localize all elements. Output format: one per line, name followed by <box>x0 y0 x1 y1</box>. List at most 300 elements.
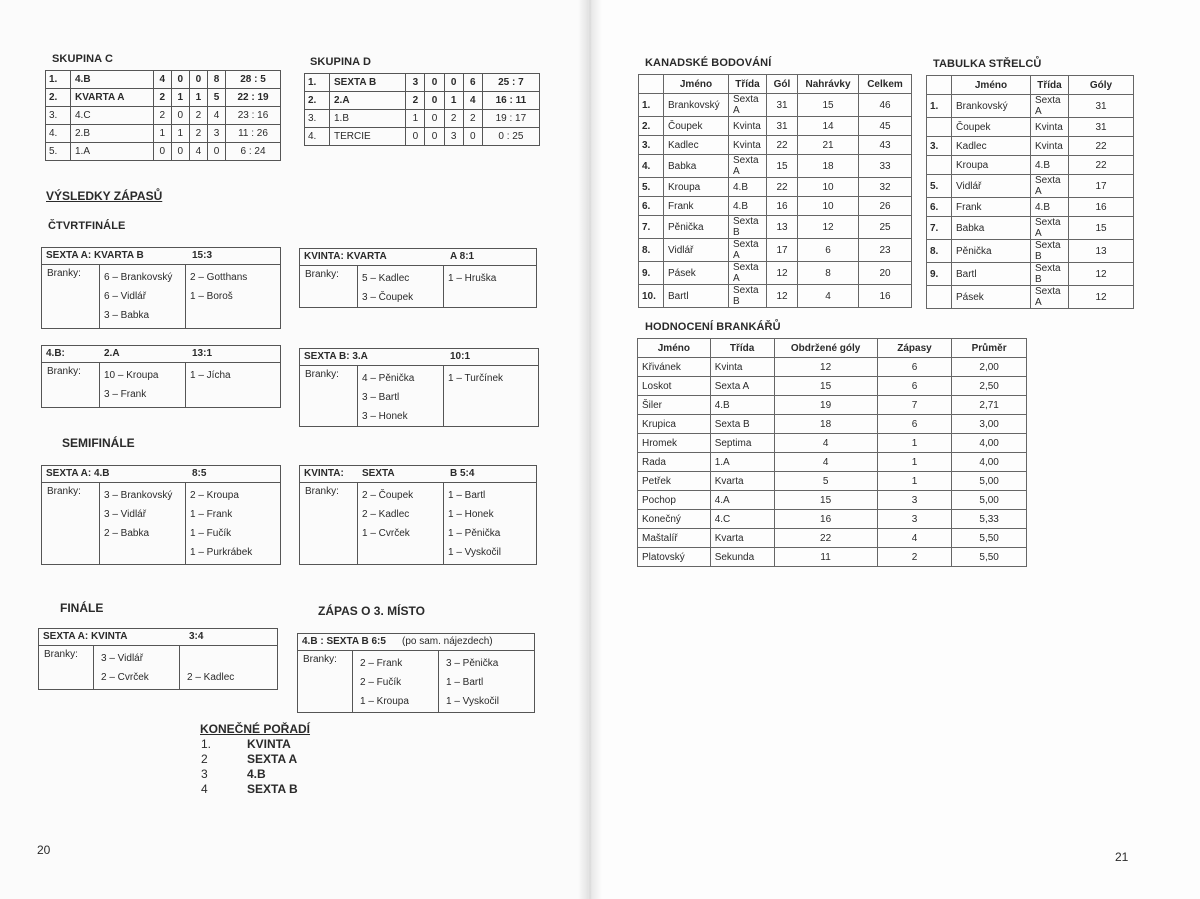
group-cell-score: 28 : 5 <box>226 71 281 89</box>
table-cell: Kvinta <box>710 358 774 377</box>
table-cell: Brankovský <box>664 94 729 117</box>
group-cell-d: 0 <box>425 74 444 92</box>
table-cell: 10 <box>798 197 859 216</box>
group-cell-pts: 6 <box>463 74 482 92</box>
group-cell-score: 25 : 7 <box>482 74 539 92</box>
scorer-entry: 3 – Frank <box>104 389 147 400</box>
group-cell-l: 3 <box>444 128 463 146</box>
scorer-entry: 2 – Cvrček <box>101 672 149 683</box>
group-cell-l: 2 <box>444 110 463 128</box>
table-row <box>638 529 1027 548</box>
table-cell: 5,50 <box>952 529 1027 548</box>
group-cell-d: 0 <box>425 128 444 146</box>
table-cell: Kvinta <box>729 136 767 155</box>
table-cell: Sexta B <box>729 285 767 308</box>
ranking-team: SEXTA A <box>247 752 298 766</box>
header-cell: Jméno <box>638 339 711 358</box>
table-row <box>638 491 1027 510</box>
match-header <box>39 629 277 646</box>
group-row <box>305 110 540 128</box>
table-cell: 4 <box>877 529 952 548</box>
group-cell-pts: 3 <box>207 125 225 143</box>
scorer-entry: 1 – Bartl <box>448 490 486 501</box>
header-cell: Zápasy <box>877 339 952 358</box>
group-cell-team: 1.A <box>71 143 154 161</box>
scorer-entry: 1 – Hruška <box>448 273 497 284</box>
group-cell-l: 4 <box>189 143 207 161</box>
away-scorers <box>190 268 247 306</box>
away-scorers <box>448 486 501 562</box>
scorer-entry: 2 – Kroupa <box>190 490 239 501</box>
group-c-title: SKUPINA C <box>52 53 113 65</box>
home-scorers <box>104 366 159 404</box>
table-cell: Sekunda <box>710 548 774 567</box>
away-scorers <box>448 369 503 388</box>
table-cell: Frank <box>664 197 729 216</box>
match-header <box>298 634 534 651</box>
table-cell: 2,00 <box>952 358 1027 377</box>
table-cell: Sexta A <box>710 377 774 396</box>
table-cell: Maštalíř <box>638 529 711 548</box>
group-cell-l: 0 <box>189 71 207 89</box>
match-score: A 8:1 <box>450 251 475 262</box>
table-cell: 21 <box>798 136 859 155</box>
table-cell: Kvarta <box>710 529 774 548</box>
header-cell <box>639 75 664 94</box>
table-row <box>638 396 1027 415</box>
goals-label: Branky: <box>305 486 339 497</box>
scorer-entry: 1 – Vyskočil <box>448 547 501 558</box>
table-cell: Konečný <box>638 510 711 529</box>
goals-label: Branky: <box>44 649 78 660</box>
table-cell: 5,00 <box>952 491 1027 510</box>
table-cell: 10. <box>639 285 664 308</box>
match-box-qf3 <box>41 345 281 408</box>
column-divider <box>99 363 100 407</box>
group-d-table <box>304 73 540 146</box>
page-number-right: 21 <box>1115 850 1129 864</box>
goals-label: Branky: <box>47 486 81 497</box>
table-cell: 31 <box>767 117 798 136</box>
match-box-sf1 <box>41 465 281 565</box>
table-cell: 3 <box>877 491 952 510</box>
table-cell: 5. <box>927 175 952 198</box>
group-cell-l: 1 <box>444 92 463 110</box>
group-cell-d: 0 <box>425 92 444 110</box>
group-cell-score: 16 : 11 <box>482 92 539 110</box>
ranking-number: 3 <box>201 767 208 781</box>
table-cell: 7 <box>877 396 952 415</box>
scorer-entry: 1 – Bartl <box>446 677 484 688</box>
ranking-team: 4.B <box>247 767 266 781</box>
scorer-entry: 1 – Frank <box>190 509 233 520</box>
scorer-entry: 1 – Kroupa <box>360 696 409 707</box>
table-cell: 13 <box>767 216 798 239</box>
group-cell-w: 2 <box>153 89 171 107</box>
table-cell: 46 <box>859 94 912 117</box>
scorer-entry: 3 – Honek <box>362 411 408 422</box>
table-row <box>639 262 912 285</box>
table-cell: Pochop <box>638 491 711 510</box>
header-cell: Obdržené góly <box>774 339 877 358</box>
table-cell: Sexta B <box>710 415 774 434</box>
table-cell: 22 <box>767 136 798 155</box>
table-cell: Čoupek <box>952 118 1031 137</box>
group-cell-l: 2 <box>189 125 207 143</box>
group-row <box>305 74 540 92</box>
table-cell: 5 <box>774 472 877 491</box>
table-cell: Sexta A <box>1031 217 1069 240</box>
table-cell: Sexta A <box>729 239 767 262</box>
canadian-title: KANADSKÉ BODOVÁNÍ <box>645 57 772 69</box>
table-row <box>639 178 912 197</box>
table-cell: Sexta A <box>729 155 767 178</box>
header-cell: Jméno <box>664 75 729 94</box>
home-scorers <box>104 486 172 543</box>
table-cell: Vidlář <box>952 175 1031 198</box>
table-row <box>639 136 912 155</box>
third-place-title: ZÁPAS O 3. MÍSTO <box>318 604 425 618</box>
goalies-title: HODNOCENÍ BRANKÁŘŮ <box>645 321 781 333</box>
table-cell: 32 <box>859 178 912 197</box>
table-cell: 9. <box>927 263 952 286</box>
header-cell: Třída <box>1031 76 1069 95</box>
column-divider <box>443 366 444 426</box>
table-cell: 2. <box>639 117 664 136</box>
match-teams: SEXTA A: 4.B <box>46 468 110 479</box>
match-teams: SEXTA A: KVINTA <box>43 631 128 642</box>
match-goals <box>300 483 536 564</box>
group-cell-w: 2 <box>406 92 425 110</box>
group-cell-team: SEXTA B <box>330 74 406 92</box>
column-divider <box>357 483 358 564</box>
away-scorers <box>190 366 231 385</box>
table-cell: Čoupek <box>664 117 729 136</box>
table-cell: 22 <box>1069 156 1134 175</box>
table-row <box>639 239 912 262</box>
group-row <box>46 143 281 161</box>
group-cell-w: 0 <box>406 128 425 146</box>
group-cell-pts: 4 <box>207 107 225 125</box>
match-teams: KVINTA: <box>304 468 344 479</box>
match-box-qf1 <box>41 247 281 329</box>
table-cell: 3 <box>877 510 952 529</box>
group-cell-rank: 2. <box>46 89 71 107</box>
group-cell-score: 11 : 26 <box>226 125 281 143</box>
table-cell: 23 <box>859 239 912 262</box>
scorer-entry: 1 – Fučík <box>190 528 232 539</box>
table-cell: 43 <box>859 136 912 155</box>
scorer-entry: 3 – Brankovský <box>104 490 173 501</box>
match-header <box>42 346 280 363</box>
ranking-number: 1. <box>201 737 212 751</box>
column-divider <box>352 651 353 712</box>
home-scorers <box>104 268 172 325</box>
home-scorers <box>362 269 413 307</box>
table-row <box>638 415 1027 434</box>
scorer-entry: 2 – Gotthans <box>190 272 248 283</box>
away-scorers <box>446 654 499 711</box>
home-scorers <box>362 486 413 543</box>
table-cell: 7. <box>927 217 952 240</box>
group-row <box>305 92 540 110</box>
away-scorers <box>190 486 252 562</box>
table-cell: Brankovský <box>952 95 1031 118</box>
group-cell-w: 0 <box>153 143 171 161</box>
scorer-entry: 4 – Pěnička <box>362 373 415 384</box>
table-cell: Frank <box>952 198 1031 217</box>
table-cell: 2,71 <box>952 396 1027 415</box>
group-cell-score: 19 : 17 <box>482 110 539 128</box>
table-cell: 25 <box>859 216 912 239</box>
table-cell: 15 <box>798 94 859 117</box>
group-cell-w: 1 <box>406 110 425 128</box>
group-cell-l: 1 <box>189 89 207 107</box>
scorer-entry: 1 – Honek <box>448 509 494 520</box>
table-cell: 15 <box>774 491 877 510</box>
table-cell: 8 <box>798 262 859 285</box>
group-cell-rank: 3. <box>305 110 330 128</box>
table-cell: 20 <box>859 262 912 285</box>
table-cell: 4.B <box>1031 156 1069 175</box>
header-cell: Třída <box>710 339 774 358</box>
home-scorers <box>360 654 409 711</box>
page-number-left: 20 <box>37 843 51 857</box>
match-goals <box>300 266 536 307</box>
table-cell: 8. <box>639 239 664 262</box>
table-cell: 9. <box>639 262 664 285</box>
table-cell: 18 <box>774 415 877 434</box>
table-cell: 14 <box>798 117 859 136</box>
canadian-table <box>638 74 912 308</box>
ranking-item <box>201 752 341 767</box>
table-cell: 4,00 <box>952 434 1027 453</box>
table-cell: 16 <box>859 285 912 308</box>
table-cell: Vidlář <box>664 239 729 262</box>
scorer-entry: 1 – Jícha <box>190 370 231 381</box>
table-cell: 15 <box>774 377 877 396</box>
group-cell-w: 3 <box>406 74 425 92</box>
match-header <box>300 249 536 266</box>
table-row <box>639 216 912 239</box>
table-cell: Sexta B <box>1031 240 1069 263</box>
match-box-sf2 <box>299 465 537 565</box>
table-cell: 6 <box>877 415 952 434</box>
away-scorers <box>448 269 496 288</box>
header-cell <box>927 76 952 95</box>
table-cell: Bartl <box>952 263 1031 286</box>
table-cell: 13 <box>1069 240 1134 263</box>
scorer-entry: 2 – Kadlec <box>362 509 410 520</box>
table-cell: Sexta A <box>1031 175 1069 198</box>
match-goals <box>39 646 277 689</box>
group-cell-score: 6 : 24 <box>226 143 281 161</box>
table-cell: Septima <box>710 434 774 453</box>
group-cell-pts: 2 <box>463 110 482 128</box>
table-cell: 12 <box>767 262 798 285</box>
group-c-table <box>45 70 281 161</box>
table-cell: 22 <box>774 529 877 548</box>
ranking-team: KVINTA <box>247 737 291 751</box>
table-cell: 5,33 <box>952 510 1027 529</box>
group-row <box>46 107 281 125</box>
table-cell: 19 <box>774 396 877 415</box>
group-cell-w: 4 <box>153 71 171 89</box>
table-cell: 8. <box>927 240 952 263</box>
match-box-qf2 <box>299 248 537 308</box>
table-cell: 3. <box>639 136 664 155</box>
table-cell: 12 <box>767 285 798 308</box>
match-score: 10:1 <box>450 351 471 362</box>
goals-label: Branky: <box>305 369 339 380</box>
table-cell: Pásek <box>952 286 1031 309</box>
scorers-table <box>926 75 1134 309</box>
table-cell: 17 <box>1069 175 1134 198</box>
table-cell: 1. <box>639 94 664 117</box>
ranking-item <box>201 737 341 752</box>
table-cell: Babka <box>664 155 729 178</box>
table-cell: 6 <box>798 239 859 262</box>
match-teams: 4.B: <box>46 348 65 359</box>
scorer-entry: 10 – Kroupa <box>104 370 159 381</box>
scorer-entry: 3 – Vidlář <box>101 653 144 664</box>
match-goals <box>42 265 280 328</box>
table-row <box>639 197 912 216</box>
group-cell-team: KVARTA A <box>71 89 154 107</box>
table-cell: Kvinta <box>729 117 767 136</box>
group-cell-score: 0 : 25 <box>482 128 539 146</box>
group-cell-d: 0 <box>171 71 189 89</box>
group-cell-rank: 4. <box>305 128 330 146</box>
ranking-item <box>201 767 341 782</box>
group-cell-team: 4.C <box>71 107 154 125</box>
group-cell-rank: 1. <box>305 74 330 92</box>
table-cell <box>927 118 952 137</box>
match-opponent: 2.A <box>104 348 120 359</box>
table-cell: 31 <box>1069 95 1134 118</box>
table-row <box>639 155 912 178</box>
table-cell <box>927 156 952 175</box>
match-score: 8:5 <box>192 468 207 479</box>
table-header-row <box>927 76 1134 95</box>
table-cell: 17 <box>767 239 798 262</box>
match-teams: 4.B : SEXTA B 6:5 <box>302 636 386 647</box>
column-divider <box>99 265 100 328</box>
table-cell: 5,00 <box>952 472 1027 491</box>
table-cell: 45 <box>859 117 912 136</box>
table-row <box>927 137 1134 156</box>
scorer-entry: 2 – Čoupek <box>362 490 414 501</box>
match-header <box>300 466 536 483</box>
table-cell: Sexta A <box>729 94 767 117</box>
table-cell: 1 <box>877 453 952 472</box>
ranking-number: 2 <box>201 752 208 766</box>
match-opponent: SEXTA <box>362 468 395 479</box>
table-cell: Pěnička <box>664 216 729 239</box>
table-row <box>638 434 1027 453</box>
table-cell: Loskot <box>638 377 711 396</box>
table-cell: Sexta B <box>1031 263 1069 286</box>
header-cell: Gól <box>767 75 798 94</box>
table-cell: Kvinta <box>1031 137 1069 156</box>
table-row <box>638 358 1027 377</box>
goals-label: Branky: <box>47 366 81 377</box>
group-cell-d: 1 <box>171 125 189 143</box>
quarterfinal-title: ČTVRTFINÁLE <box>48 220 126 232</box>
table-header-row <box>638 339 1027 358</box>
table-cell: 4.B <box>710 396 774 415</box>
match-score: 15:3 <box>192 250 213 261</box>
home-scorers <box>101 649 149 687</box>
table-cell: Bartl <box>664 285 729 308</box>
table-cell: 6 <box>877 377 952 396</box>
column-divider <box>438 651 439 712</box>
group-cell-d: 0 <box>171 107 189 125</box>
group-cell-d: 0 <box>171 143 189 161</box>
table-cell: 4,00 <box>952 453 1027 472</box>
table-cell: 4.B <box>1031 198 1069 217</box>
group-cell-rank: 5. <box>46 143 71 161</box>
group-row <box>46 71 281 89</box>
match-teams: SEXTA B: 3.A <box>304 351 368 362</box>
header-cell: Průměr <box>952 339 1027 358</box>
scorer-entry: 3 – Bartl <box>362 392 400 403</box>
scorers-title: TABULKA STŘELCŮ <box>933 58 1042 70</box>
table-cell: 4.C <box>710 510 774 529</box>
table-cell: 1.A <box>710 453 774 472</box>
header-cell: Nahrávky <box>798 75 859 94</box>
table-row <box>927 198 1134 217</box>
column-divider <box>185 265 186 328</box>
scorer-entry: 6 – Vidlář <box>104 291 147 302</box>
match-box-qf4 <box>299 348 539 427</box>
table-cell: Kadlec <box>952 137 1031 156</box>
table-cell: Petřek <box>638 472 711 491</box>
column-divider <box>443 266 444 307</box>
table-cell: 4 <box>774 434 877 453</box>
away-scorers <box>187 649 234 687</box>
table-cell: 16 <box>1069 198 1134 217</box>
table-cell: Kroupa <box>664 178 729 197</box>
group-cell-team: 2.B <box>71 125 154 143</box>
table-row <box>638 510 1027 529</box>
group-cell-pts: 0 <box>463 128 482 146</box>
match-score: (po sam. nájezdech) <box>402 636 493 647</box>
table-cell: 4 <box>798 285 859 308</box>
scorer-entry: 2 – Fučík <box>360 677 402 688</box>
match-goals <box>298 651 534 712</box>
table-cell: 4.A <box>710 491 774 510</box>
scorer-entry: 1 – Vyskočil <box>446 696 499 707</box>
goals-label: Branky: <box>303 654 337 665</box>
table-cell: 26 <box>859 197 912 216</box>
header-cell: Třída <box>729 75 767 94</box>
table-cell: Babka <box>952 217 1031 240</box>
table-cell: Kvarta <box>710 472 774 491</box>
group-cell-pts: 0 <box>207 143 225 161</box>
column-divider <box>179 646 180 689</box>
column-divider <box>93 646 94 689</box>
table-cell: 3. <box>927 137 952 156</box>
group-cell-w: 2 <box>153 107 171 125</box>
column-divider <box>357 266 358 307</box>
scorer-entry: 1 – Purkrábek <box>190 547 253 558</box>
table-cell: Sexta A <box>729 262 767 285</box>
table-cell: 1 <box>877 434 952 453</box>
group-cell-score: 22 : 19 <box>226 89 281 107</box>
table-cell: 6 <box>877 358 952 377</box>
final-ranking-title: KONEČNÉ POŘADÍ <box>200 722 311 736</box>
